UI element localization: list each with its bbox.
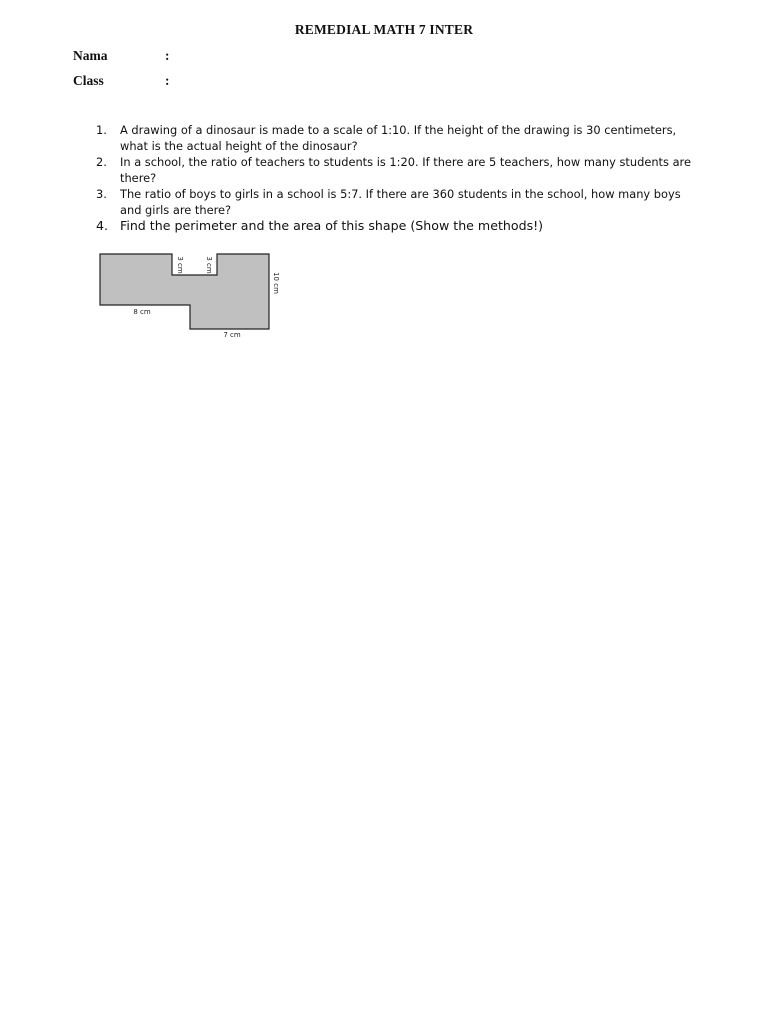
question-number: 2.	[96, 154, 107, 169]
question-item	[96, 123, 696, 155]
page-title: REMEDIAL MATH 7 INTER	[294, 22, 474, 37]
composite-shape-figure	[92, 246, 288, 346]
question-number: 4.	[96, 218, 109, 234]
dimension-label-bottom-left: 8 cm	[133, 308, 151, 316]
question-text-line: A drawing of a dinosaur is made to a scale of 1:10. If the height of the drawing is 30 centimeters,	[120, 123, 677, 137]
question-text-line: The ratio of boys to girls in a school is 5:7. If there are 360 students in the school, how many boys	[120, 186, 681, 201]
name-field	[73, 48, 170, 64]
class-label: Class	[73, 73, 104, 88]
question-text-line: there?	[120, 170, 157, 185]
question-item	[96, 187, 696, 219]
question-text-line: what is the actual height of the dinosaur?	[120, 138, 358, 153]
class-field	[73, 73, 170, 89]
name-colon: :	[165, 48, 170, 63]
dimension-label-right-side: 10 cm	[272, 272, 280, 294]
question-item	[96, 218, 696, 234]
dimension-label-notch-right: 3 cm	[205, 256, 213, 274]
dimension-label-notch-left: 3 cm	[176, 256, 184, 274]
question-number: 3.	[96, 186, 107, 201]
shape-diagram	[92, 246, 288, 346]
question-item	[96, 155, 696, 187]
question-number: 1.	[96, 123, 107, 137]
question-text-line: and girls are there?	[120, 202, 232, 217]
name-label: Nama	[73, 48, 108, 63]
question-list	[96, 123, 696, 234]
question-text-line: In a school, the ratio of teachers to students is 1:20. If there are 5 teachers, how many students are	[120, 154, 691, 169]
dimension-label-bottom-right: 7 cm	[223, 331, 241, 339]
question-text-line: Find the perimeter and the area of this shape (Show the methods!)	[120, 218, 544, 234]
class-colon: :	[165, 73, 170, 88]
